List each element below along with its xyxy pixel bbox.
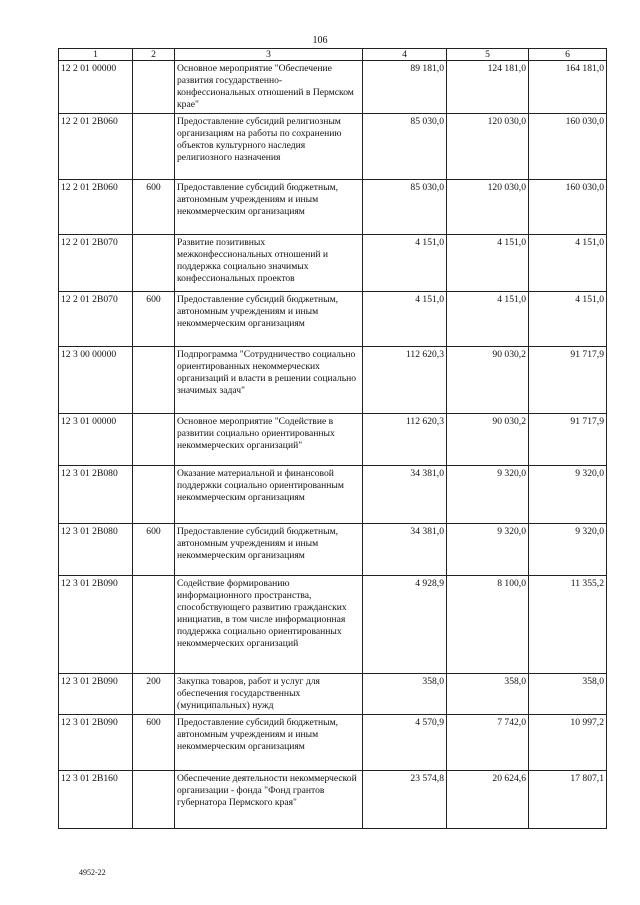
amount-year-1: 112 620,3: [363, 347, 447, 414]
target-code: 12 3 01 2В090: [59, 576, 133, 674]
target-code: 12 2 01 2В060: [59, 114, 133, 180]
amount-year-2: 358,0: [447, 674, 529, 715]
target-code: 12 3 01 00000: [59, 414, 133, 466]
amount-year-3: 160 030,0: [529, 114, 607, 180]
amount-year-1: 23 574,8: [363, 771, 447, 829]
item-name: Обеспечение деятельности некоммерческой организации - фонда "Фонд грантов губернатора Пермского края": [175, 771, 363, 829]
item-name: Предоставление субсидий бюджетным, автономным учреждениям и иным некоммерческим организациям: [175, 524, 363, 576]
expense-type: [133, 414, 175, 466]
item-name: Основное мероприятие "Обеспечение развития государственно-конфессиональных отношений в Пермском крае": [175, 61, 363, 114]
amount-year-1: 34 381,0: [363, 524, 447, 576]
table-row: [59, 674, 607, 715]
table-row: [59, 347, 607, 414]
amount-year-1: 4 570,9: [363, 715, 447, 771]
target-code: 12 3 00 00000: [59, 347, 133, 414]
amount-year-2: 7 742,0: [447, 715, 529, 771]
amount-year-2: 120 030,0: [447, 180, 529, 235]
target-code: 12 2 01 2В070: [59, 292, 133, 347]
column-header: 1: [59, 49, 133, 61]
table-row: [59, 414, 607, 466]
target-code: 12 3 01 2В090: [59, 715, 133, 771]
table-row: [59, 61, 607, 114]
amount-year-1: 89 181,0: [363, 61, 447, 114]
table-header-row: [59, 49, 607, 61]
table-row: [59, 114, 607, 180]
target-code: 12 2 01 00000: [59, 61, 133, 114]
target-code: 12 2 01 2В060: [59, 180, 133, 235]
amount-year-1: 4 151,0: [363, 235, 447, 292]
amount-year-3: 11 355,2: [529, 576, 607, 674]
item-name: Содействие формированию информационного пространства, способствующего развитию гражданских инициатив, в том числе информационная поддержка социально ориентированных некоммерческих организаций: [175, 576, 363, 674]
target-code: 12 2 01 2В070: [59, 235, 133, 292]
expense-type: [133, 466, 175, 524]
column-header: 3: [175, 49, 363, 61]
amount-year-3: 164 181,0: [529, 61, 607, 114]
table-row: [59, 466, 607, 524]
amount-year-3: 9 320,0: [529, 524, 607, 576]
budget-table: [58, 48, 607, 829]
item-name: Предоставление субсидий религиозным организациям на работы по сохранению объектов культурного наследия религиозного назначения: [175, 114, 363, 180]
amount-year-2: 8 100,0: [447, 576, 529, 674]
amount-year-3: 4 151,0: [529, 235, 607, 292]
document-code: 4952-22: [79, 868, 106, 877]
table-row: [59, 235, 607, 292]
amount-year-1: 34 381,0: [363, 466, 447, 524]
amount-year-3: 4 151,0: [529, 292, 607, 347]
item-name: Оказание материальной и финансовой поддержки социально ориентированным некоммерческим организациям: [175, 466, 363, 524]
table-row: [59, 771, 607, 829]
amount-year-3: 91 717,9: [529, 347, 607, 414]
amount-year-2: 90 030,2: [447, 347, 529, 414]
table-row: [59, 576, 607, 674]
amount-year-1: 85 030,0: [363, 114, 447, 180]
amount-year-2: 124 181,0: [447, 61, 529, 114]
page-number: 106: [312, 35, 328, 46]
table-row: [59, 180, 607, 235]
amount-year-1: 85 030,0: [363, 180, 447, 235]
target-code: 12 3 01 2В080: [59, 466, 133, 524]
item-name: Закупка товаров, работ и услуг для обеспечения государственных (муниципальных) нужд: [175, 674, 363, 715]
item-name: Основное мероприятие "Содействие в развитии социально ориентированных некоммерческих организаций": [175, 414, 363, 466]
target-code: 12 3 01 2В080: [59, 524, 133, 576]
column-header: 6: [529, 49, 607, 61]
expense-type: [133, 771, 175, 829]
amount-year-1: 358,0: [363, 674, 447, 715]
amount-year-3: 9 320,0: [529, 466, 607, 524]
amount-year-2: 4 151,0: [447, 292, 529, 347]
target-code: 12 3 01 2В160: [59, 771, 133, 829]
amount-year-3: 91 717,9: [529, 414, 607, 466]
table-row: [59, 292, 607, 347]
item-name: Предоставление субсидий бюджетным, автономным учреждениям и иным некоммерческим организациям: [175, 715, 363, 771]
expense-type: [133, 576, 175, 674]
amount-year-2: 90 030,2: [447, 414, 529, 466]
column-header: 5: [447, 49, 529, 61]
expense-type: [133, 61, 175, 114]
expense-type: 600: [133, 524, 175, 576]
amount-year-2: 120 030,0: [447, 114, 529, 180]
amount-year-3: 10 997,2: [529, 715, 607, 771]
amount-year-1: 4 928,9: [363, 576, 447, 674]
table-row: [59, 524, 607, 576]
table-row: [59, 715, 607, 771]
amount-year-3: 160 030,0: [529, 180, 607, 235]
item-name: Подпрограмма "Сотрудничество социально ориентированных некоммерческих организаций и власти в решении социально значимых задач": [175, 347, 363, 414]
expense-type: 200: [133, 674, 175, 715]
amount-year-1: 4 151,0: [363, 292, 447, 347]
expense-type: 600: [133, 715, 175, 771]
amount-year-2: 20 624,6: [447, 771, 529, 829]
column-header: 2: [133, 49, 175, 61]
amount-year-2: 9 320,0: [447, 466, 529, 524]
amount-year-2: 9 320,0: [447, 524, 529, 576]
item-name: Предоставление субсидий бюджетным, автономным учреждениям и иным некоммерческим организациям: [175, 292, 363, 347]
amount-year-3: 358,0: [529, 674, 607, 715]
expense-type: [133, 235, 175, 292]
amount-year-3: 17 807,1: [529, 771, 607, 829]
expense-type: [133, 114, 175, 180]
item-name: Предоставление субсидий бюджетным, автономным учреждениям и иным некоммерческим организациям: [175, 180, 363, 235]
expense-type: [133, 347, 175, 414]
column-header: 4: [363, 49, 447, 61]
expense-type: 600: [133, 180, 175, 235]
item-name: Развитие позитивных межконфессиональных отношений и поддержка социально значимых конфессиональных проектов: [175, 235, 363, 292]
expense-type: 600: [133, 292, 175, 347]
amount-year-2: 4 151,0: [447, 235, 529, 292]
amount-year-1: 112 620,3: [363, 414, 447, 466]
target-code: 12 3 01 2В090: [59, 674, 133, 715]
